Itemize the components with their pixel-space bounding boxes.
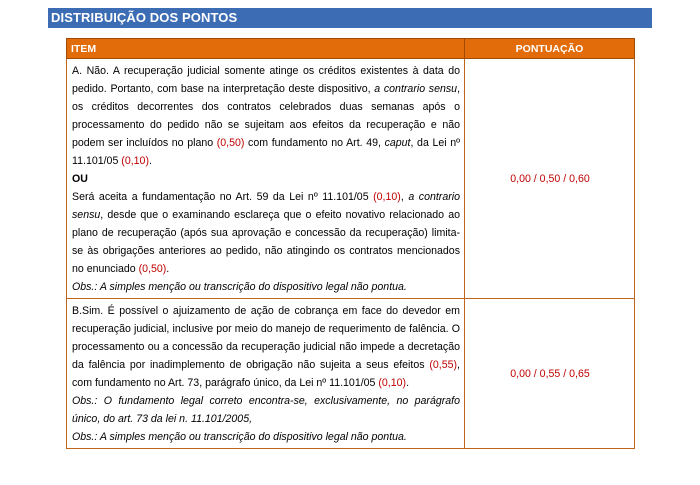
text-span: a contrario sensu	[374, 83, 458, 95]
text-span: , com fundamento no Art. 73, parágrafo único, da Lei nº 11.101/05	[72, 359, 460, 389]
text-span: com fundamento no Art. 49,	[244, 137, 385, 149]
header-score: PONTUAÇÃO	[465, 39, 635, 59]
text-span: .	[406, 377, 410, 389]
text-span: a contrario sensu	[72, 191, 460, 221]
table-header-row	[67, 39, 635, 59]
text-span: .	[166, 263, 170, 275]
observation-note: Obs.: A simples menção ou transcrição do dispositivo legal não pontua.	[72, 281, 407, 293]
or-separator: OU	[72, 173, 88, 185]
section-title: DISTRIBUIÇÃO DOS PONTOS	[48, 8, 652, 28]
header-item: ITEM	[67, 39, 465, 59]
text-span: Será aceita a fundamentação no Art. 59 da Lei nº 11.101/05	[72, 191, 374, 203]
text-span: A. Não. A recuperação judicial somente atinge os créditos existentes à data do pedido. Portanto, com base na interpretação deste dispositivo,	[72, 65, 460, 95]
score-cell-b: 0,00 / 0,55 / 0,65	[465, 299, 635, 449]
item-cell-a	[67, 59, 465, 299]
text-span: , desde que o examinando esclareça que o efeito novativo relacionado ao plano de recuperação (após sua aprovação e concessão da recuperação) limita-se às obrigações anteriores ao pedido, não atingindo os contratos mencionados no enunciado	[72, 209, 460, 275]
answer-paragraph	[72, 62, 460, 170]
points-value: (0,10)	[378, 377, 407, 389]
score-table	[66, 38, 635, 449]
text-span: .	[148, 155, 152, 167]
observation-note: Obs.: A simples menção ou transcrição do dispositivo legal não pontua.	[72, 431, 407, 443]
text-span: caput	[384, 137, 411, 149]
observation-note: Obs.: O fundamento legal correto encontra-se, exclusivamente, no parágrafo único, do art. 73 da lei n. 11.101/2005,	[72, 395, 460, 425]
table-row	[67, 299, 635, 449]
alternative-paragraph	[72, 188, 460, 278]
table-row	[67, 59, 635, 299]
text-span: , os créditos decorrentes dos contratos celebrados duas semanas após o processamento do pedido não se sujeitam aos efeitos da recuperação e não podem ser incluídos no plano	[72, 83, 461, 149]
item-cell-b	[67, 299, 465, 449]
points-value: (0,50)	[138, 263, 167, 275]
text-span: ,	[400, 191, 409, 203]
points-value: (0,10)	[121, 155, 149, 167]
answer-paragraph	[72, 302, 460, 392]
points-value: (0,10)	[373, 191, 401, 203]
text-span: , da Lei nº 11.101/05	[72, 137, 460, 167]
points-value: (0,50)	[216, 137, 245, 149]
points-value: (0,55)	[429, 359, 458, 371]
score-cell-a: 0,00 / 0,50 / 0,60	[465, 59, 635, 299]
text-span: B.Sim. É possível o ajuizamento de ação de cobrança em face do devedor em recuperação judicial, inclusive por meio do manejo de requerimento de falência. O processamento ou a concessão da recuperação judicial não impede a decretação da falência por inadimplemento de obrigação não sujeita a seus efeitos	[72, 305, 460, 371]
